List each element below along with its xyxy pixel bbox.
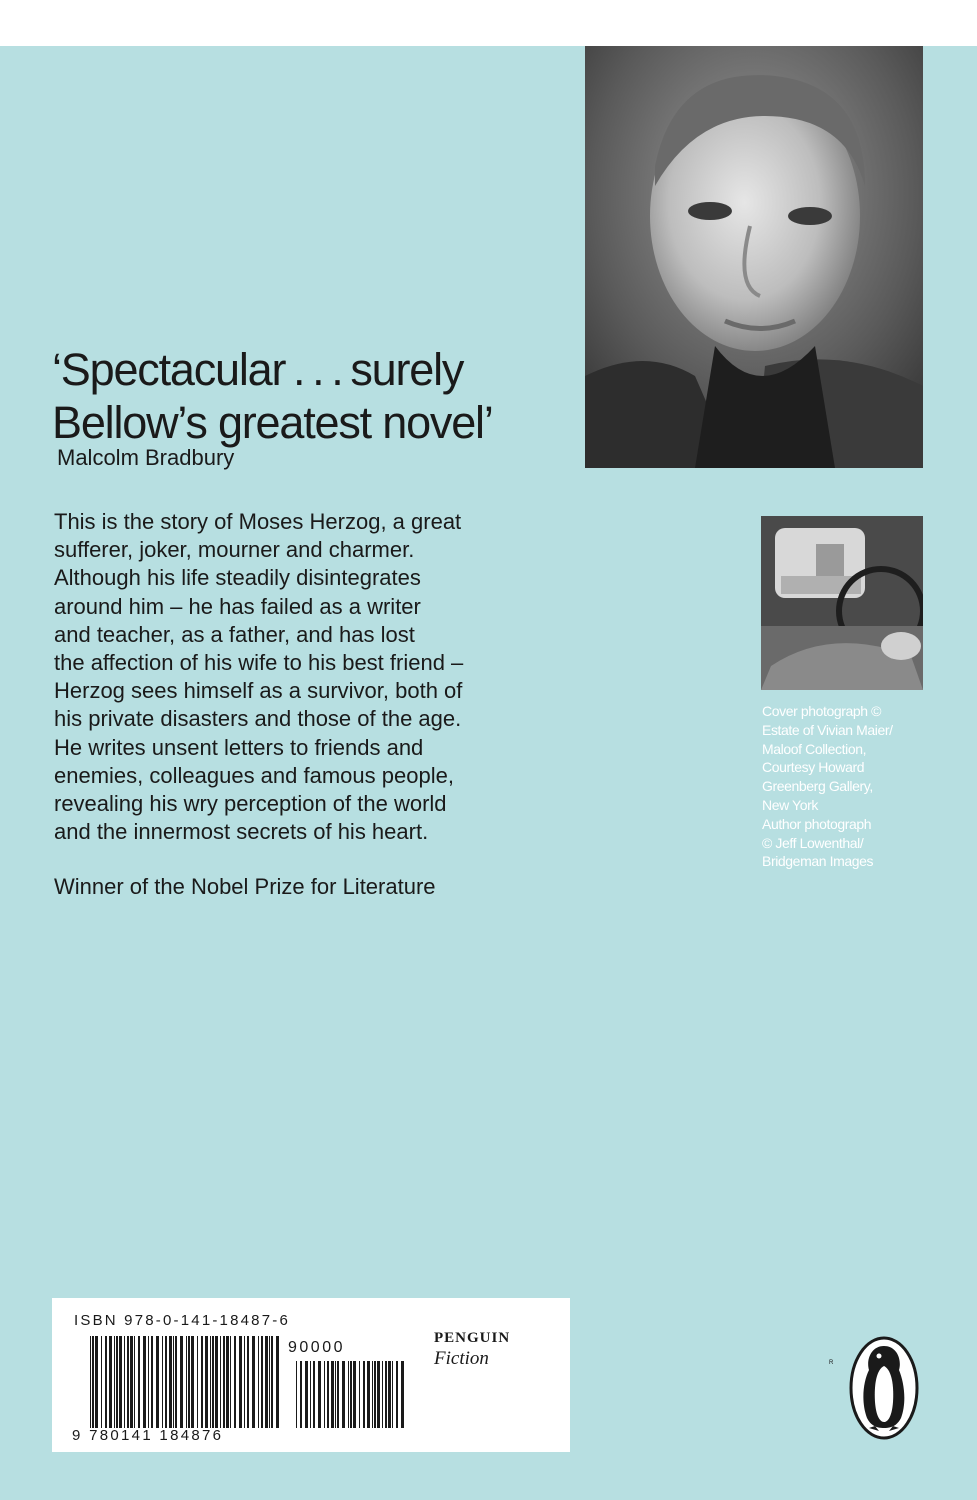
barcode-bar: [234, 1336, 236, 1428]
ean-barcode: [90, 1336, 280, 1428]
barcode-bar: [374, 1361, 376, 1428]
barcode-bar: [127, 1336, 129, 1428]
barcode-bar: [363, 1361, 365, 1428]
blurb-line: Herzog sees himself as a survivor, both of: [54, 678, 463, 704]
barcode-bar: [151, 1336, 153, 1428]
blurb-line: This is the story of Moses Herzog, a great: [54, 509, 462, 534]
barcode-bar: [337, 1361, 339, 1428]
author-photo-image: [585, 46, 923, 468]
photo-credits: [762, 702, 922, 871]
credit-line: Cover photograph ©: [762, 703, 882, 719]
barcode-bar: [327, 1361, 329, 1428]
registered-mark: R: [829, 1360, 834, 1366]
blurb-line: He writes unsent letters to friends and: [54, 734, 424, 760]
barcode-bar: [215, 1336, 218, 1428]
quote-line: ‘Spectacular . . . surely: [52, 344, 464, 395]
barcode-bar: [205, 1336, 208, 1428]
barcode-bar: [191, 1336, 194, 1428]
barcode-bar: [143, 1336, 146, 1428]
barcode-bar: [296, 1361, 297, 1428]
barcode-bar: [156, 1336, 159, 1428]
blurb-line: the affection of his wife to his best friend –: [54, 650, 464, 676]
barcode-bar: [210, 1336, 211, 1428]
barcode-bar: [212, 1336, 214, 1428]
credit-line: Author photograph: [762, 815, 872, 832]
barcode-bar: [269, 1336, 270, 1428]
barcode-bar: [186, 1336, 187, 1428]
credit-line: Maloof Collection,: [762, 740, 867, 757]
barcode-bar: [244, 1336, 245, 1428]
blurb-line: Although his life steadily disintegrates: [54, 565, 421, 591]
review-quote: [52, 343, 572, 449]
credit-line: Estate of Vivian Maier/: [762, 721, 893, 738]
barcode-bar: [261, 1336, 263, 1428]
credit-line: © Jeff Lowenthal/: [762, 834, 864, 851]
barcode-bar: [223, 1336, 225, 1428]
barcode-bar: [377, 1361, 380, 1428]
barcode-bar: [310, 1361, 311, 1428]
barcode-bar: [392, 1361, 393, 1428]
barcode-bar: [169, 1336, 172, 1428]
barcode-bar: [324, 1361, 325, 1428]
barcode-bar: [271, 1336, 273, 1428]
penguin-logo-icon: [849, 1336, 919, 1440]
barcode-bar: [353, 1361, 356, 1428]
barcode-bar: [372, 1361, 373, 1428]
barcode-bar: [114, 1336, 115, 1428]
barcode-bar: [396, 1361, 398, 1428]
barcode-bar: [230, 1336, 231, 1428]
barcode-bar: [350, 1361, 352, 1428]
barcode-bar: [313, 1361, 315, 1428]
credit-line: New York: [762, 796, 818, 813]
quote-line: Bellow’s greatest novel’: [52, 397, 493, 448]
barcode-bar: [382, 1361, 383, 1428]
barcode-bar: [180, 1336, 183, 1428]
award-line: Winner of the Nobel Prize for Literature: [54, 874, 436, 899]
cover-photo-thumbnail: [761, 516, 923, 690]
publisher-series: Fiction: [434, 1348, 489, 1369]
barcode-bar: [276, 1336, 279, 1428]
barcode-bar: [388, 1361, 391, 1428]
barcode-bar: [318, 1361, 321, 1428]
barcode-bar: [401, 1361, 404, 1428]
barcode-bar: [90, 1336, 91, 1428]
publisher-name: PENGUIN: [434, 1330, 511, 1346]
cover-photo-image: [761, 516, 923, 690]
blurb-line: his private disasters and those of the age.: [54, 706, 462, 732]
barcode-bar: [359, 1361, 360, 1428]
barcode-bar: [239, 1336, 242, 1428]
barcode-bar: [385, 1361, 387, 1428]
barcode-bar: [220, 1336, 221, 1428]
barcode-bar: [175, 1336, 177, 1428]
barcode-bar: [305, 1361, 308, 1428]
barcode-bar: [342, 1361, 345, 1428]
author-photo: [585, 46, 923, 468]
blurb-line: sufferer, joker, mourner and charmer.: [54, 537, 415, 563]
barcode-bar: [109, 1336, 112, 1428]
barcode-bar: [252, 1336, 255, 1428]
blurb-line: around him – he has failed as a writer: [54, 593, 421, 619]
addon-code: 90000: [288, 1339, 345, 1356]
blurb-line: and teacher, as a father, and has lost: [54, 621, 415, 647]
barcode-bar: [300, 1361, 302, 1428]
publisher-imprint: [434, 1330, 510, 1370]
barcode-bar: [116, 1336, 118, 1428]
credit-line: Greenberg Gallery,: [762, 778, 873, 795]
barcode-bar: [335, 1361, 336, 1428]
barcode-bar: [265, 1336, 268, 1428]
barcode-bar: [124, 1336, 125, 1428]
barcode-bar: [173, 1336, 174, 1428]
barcode-bar: [258, 1336, 259, 1428]
barcode-bar: [226, 1336, 229, 1428]
barcode-bar: [188, 1336, 190, 1428]
barcode-bar: [92, 1336, 94, 1428]
barcode-bar: [119, 1336, 122, 1428]
barcode-bar: [367, 1361, 370, 1428]
barcode-bar: [165, 1336, 167, 1428]
barcode-bar: [101, 1336, 102, 1428]
barcode-bar: [201, 1336, 203, 1428]
barcode-bar: [331, 1361, 334, 1428]
credit-line: Bridgeman Images: [762, 853, 874, 870]
barcode-bar: [130, 1336, 133, 1428]
barcode-bar: [148, 1336, 149, 1428]
blurb-line: revealing his wry perception of the world: [54, 791, 447, 817]
barcode-bar: [197, 1336, 198, 1428]
barcode-bar: [162, 1336, 163, 1428]
barcode-bar: [95, 1336, 98, 1428]
credit-line: Courtesy Howard: [762, 759, 865, 776]
isbn-label: ISBN 978-0-141-18487-6: [74, 1312, 291, 1329]
ean-digits: 9 780141 184876: [72, 1427, 224, 1444]
barcode-bar: [134, 1336, 135, 1428]
barcode-bar: [138, 1336, 140, 1428]
blurb-line: and the innermost secrets of his heart.: [54, 819, 429, 845]
addon-barcode: [296, 1361, 404, 1428]
barcode-panel: [52, 1298, 570, 1452]
book-blurb: [54, 508, 534, 846]
barcode-bar: [247, 1336, 249, 1428]
blurb-line: enemies, colleagues and famous people,: [54, 762, 454, 788]
barcode-bar: [348, 1361, 349, 1428]
barcode-bar: [105, 1336, 107, 1428]
quote-attribution: Malcolm Bradbury: [57, 445, 235, 470]
